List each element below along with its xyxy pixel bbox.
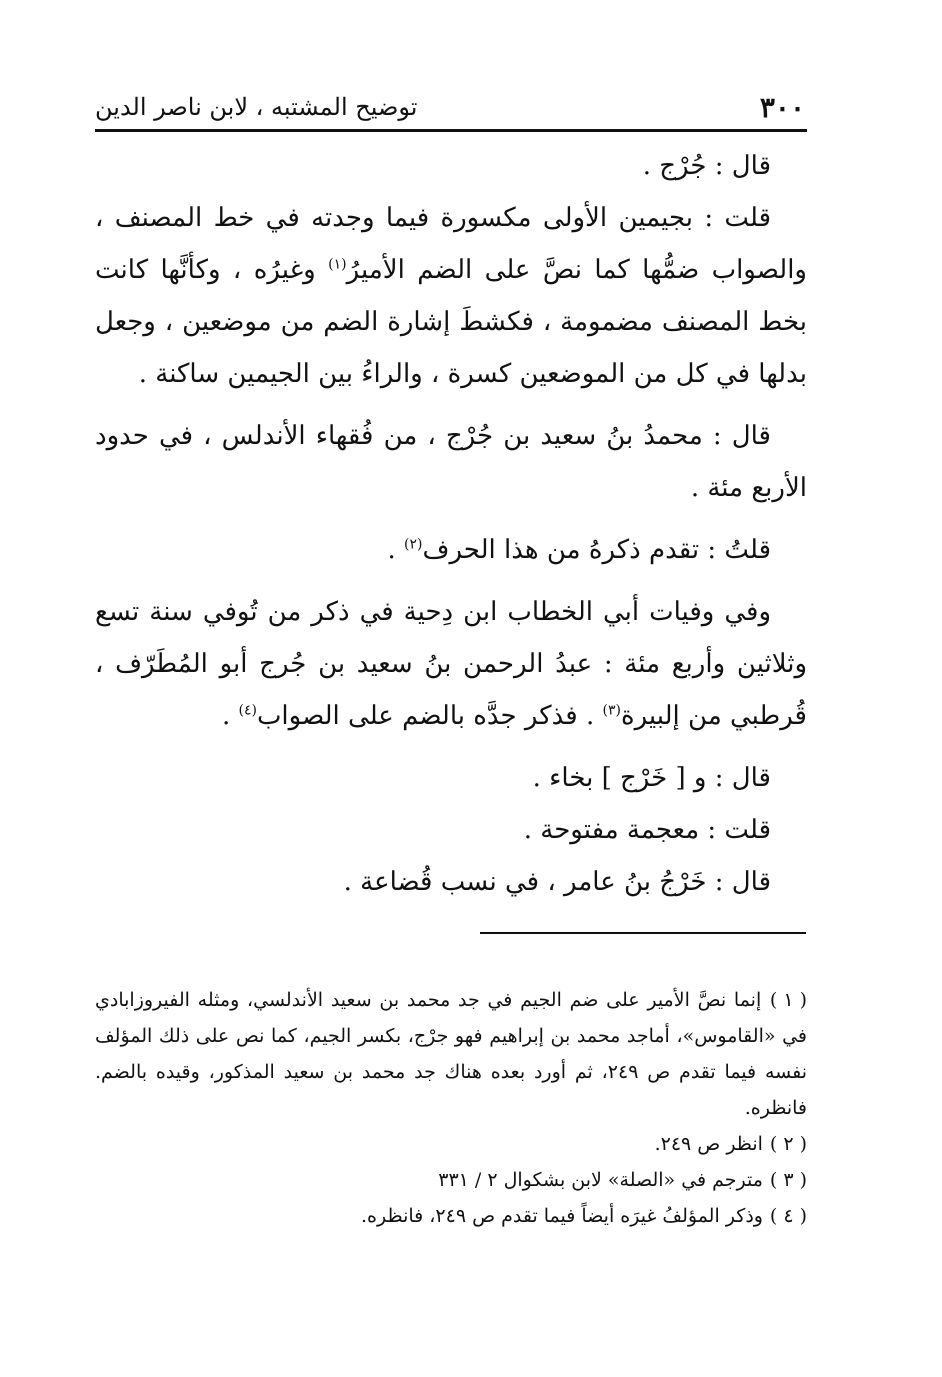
paragraph-2: قلت : بجيمين الأولى مكسورة فيما وجدته في خط المصنف ، والصواب ضمُّها كما نصَّ على الضم الأميرُ$^{(١)}$ وغيرُه ، وكأنَّها كانت بخط المصنف مضمومة ، فكشطَ إشارة الضم من موضعين ، وجعل بدلها في كل من الموضعين كسرة ، والراءُ بين الجيمين ساكنة .: [95, 203, 807, 389]
main-text: [95, 140, 807, 908]
paragraph-7: قلت : معجمة مفتوحة .: [523, 815, 771, 845]
header-rule: [95, 129, 807, 132]
footnote-number: ( ٣ ): [769, 1169, 807, 1191]
footnote-text: إنما نصَّ الأمير على ضم الجيم في جد محمد بن سعيد الأندلسي، ومثله الفيروزابادي في «القاموس»، أماجد محمد بن إبراهيم فهو جرْج، بكسر الجيم، كما نص على ذلك المؤلف نفسه فيما تقدم ص ٢٤٩، ثم أورد بعده هناك جد محمد بن سعيد المذكور، وقيده بالضم. فانظره.: [95, 989, 807, 1119]
footnote-1: [95, 982, 807, 1126]
footnote-text: انظر ص ٢٤٩.: [654, 1133, 763, 1155]
footnote-ref-1: (١): [328, 256, 347, 273]
footnote-3: [95, 1162, 807, 1198]
paragraph-3: قال : محمدُ بنُ سعيد بن جُرْج ، من فُقهاء الأندلس ، في حدود الأربع مئة .: [95, 421, 807, 503]
footnote-ref-2: (٢): [404, 536, 423, 553]
footnote-number: ( ٤ ): [769, 1205, 807, 1227]
paragraph-5: وفي وفيات أبي الخطاب ابن دِحية في ذكر من تُوفي سنة تسع وثلاثين وأربع مئة : عبدُ الرحمن بنُ سعيد بن جُرج أبو المُطَرّف ، قُرطبي من إلبيرة$^{(٣)}$ . فذكر جدَّه بالضم على الصواب$^{(٤)}$ .: [95, 597, 807, 731]
footnote-ref-4: (٤): [238, 702, 257, 719]
page-number: ٣٠٠: [759, 90, 805, 124]
footnote-number: ( ٢ ): [769, 1133, 807, 1155]
book-title: توضيح المشتبه ، لابن ناصر الدين: [95, 93, 418, 121]
footnotes: [95, 982, 807, 1234]
footnote-4: [95, 1198, 807, 1234]
page-header: [95, 88, 805, 126]
footnote-text: مترجم في «الصلة» لابن بشكوال ٢ / ٣٣١: [438, 1169, 763, 1191]
paragraph-8: قال : خَرْجُ بنُ عامر ، في نسب قُضاعة .: [343, 867, 771, 897]
paragraph-4: قلتُ : تقدم ذكرهُ من هذا الحرف$^{(٢)}$ .: [387, 535, 771, 565]
footnote-2: [95, 1126, 807, 1162]
footnote-ref-3: (٣): [602, 702, 621, 719]
footnote-number: ( ١ ): [769, 989, 807, 1011]
footnote-text: وذكر المؤلفُ غيرَه أيضاً فيما تقدم ص ٢٤٩، فانظره.: [361, 1205, 763, 1227]
footnote-rule: [480, 932, 806, 934]
paragraph-1: قال : جُرْج .: [642, 151, 771, 181]
paragraph-6: قال : و [ خَرْج ] بخاء .: [532, 763, 771, 793]
